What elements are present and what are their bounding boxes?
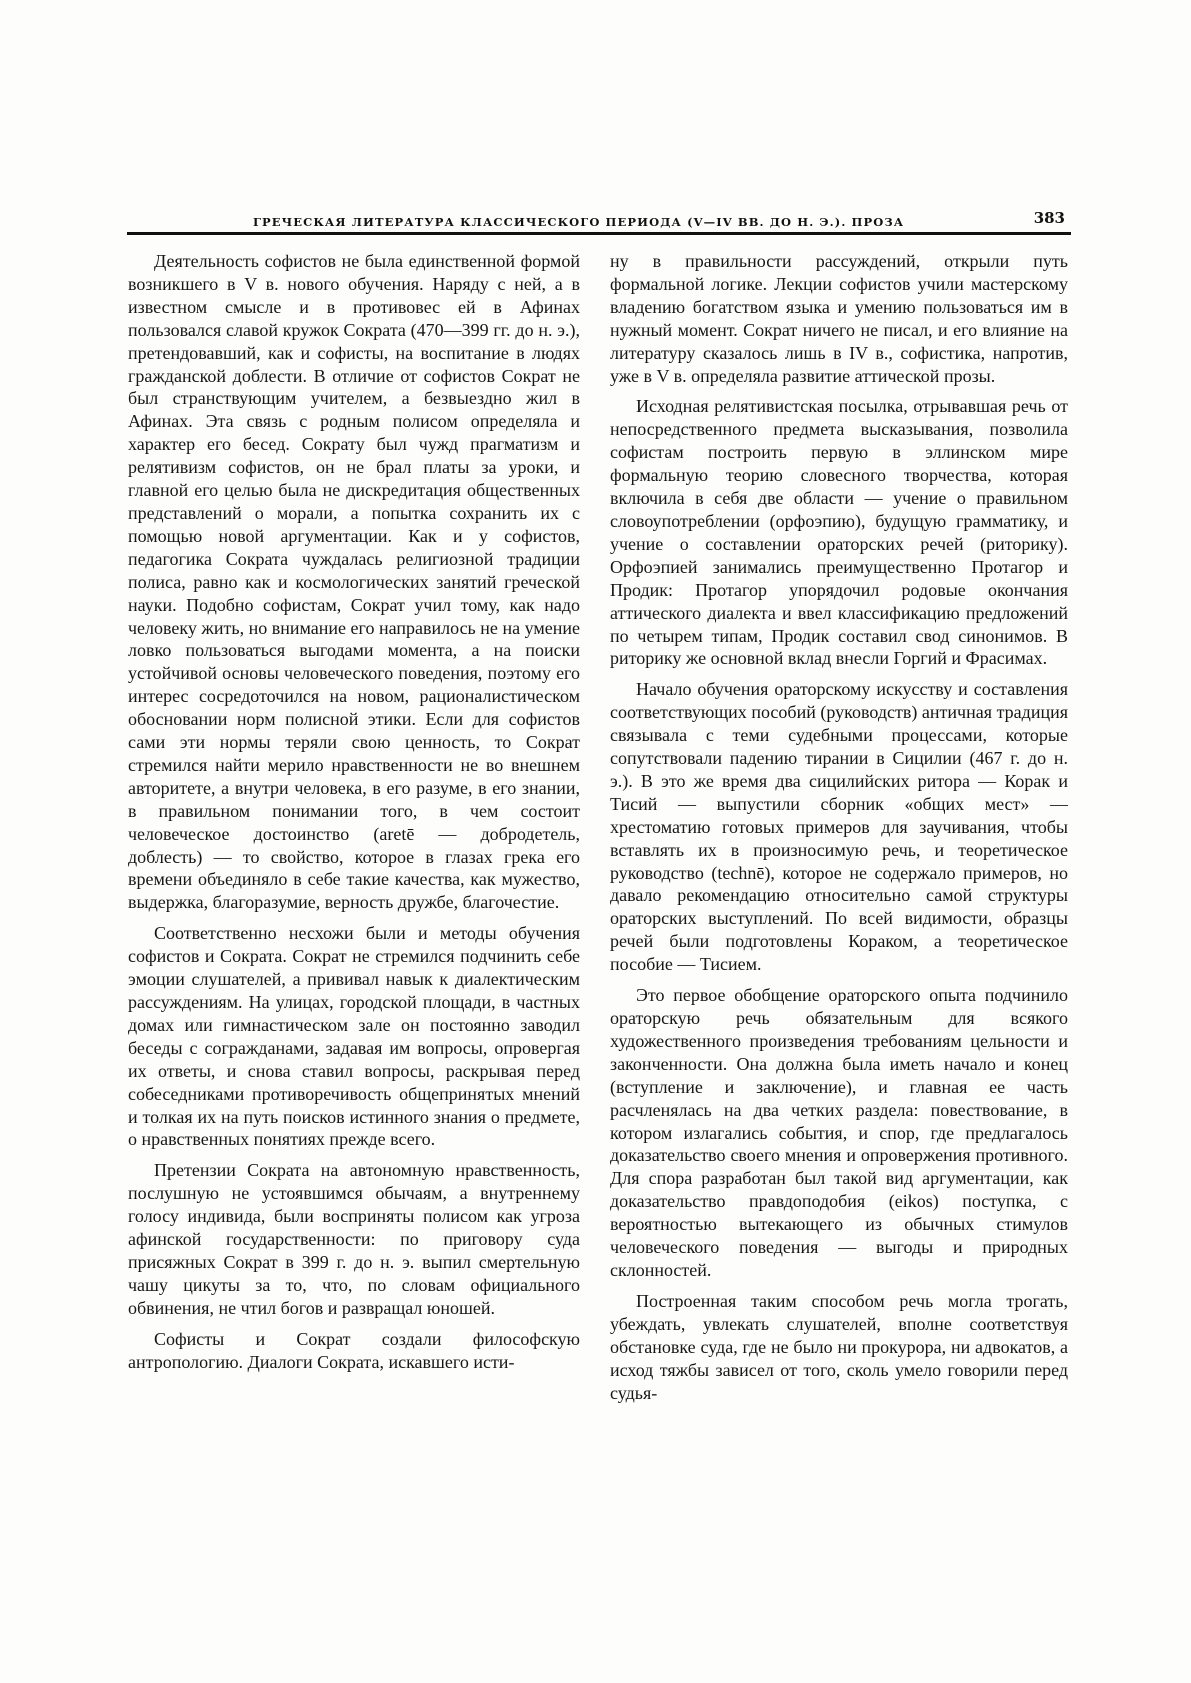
paragraph-continuation: ну в правильности рассуждений, открыли путь формальной логике. Лекции софистов учили мастерскому владению богатством языка и умению пользоваться им в нужный момент. Сократ ничего не писал, и его влияние на литературу сказалось лишь в IV в., софистика, напротив, уже в V в. определяла развитие аттической прозы.	[610, 251, 1068, 386]
page-number: 383	[1033, 209, 1065, 227]
running-title: ГРЕЧЕСКАЯ ЛИТЕРАТУРА КЛАССИЧЕСКОГО ПЕРИОДА (V—IV ВВ. ДО Н. Э.). ПРОЗА	[253, 215, 905, 229]
running-header	[127, 204, 1071, 235]
right-column	[610, 250, 1068, 1404]
left-column	[128, 250, 580, 1374]
paragraph: Претензии Сократа на автономную нравственность, послушную не устоявшимся обычаям, а внутреннему голосу индивида, были восприняты полисом как угроза афинской государственности: по приговору суда присяжных Сократ в 399 г. до н. э. выпил смертельную чашу цикуты за то, что, по словам официального обвинения, не чтил богов и развращал юношей.	[128, 1160, 580, 1318]
paragraph: Софисты и Сократ создали философскую антропологию. Диалоги Сократа, искавшего исти-	[128, 1328, 580, 1372]
paragraph: Это первое обобщение ораторского опыта подчинило ораторскую речь обязательным для всякого художественного произведения требованиям цельности и законченности. Она должна была иметь начало и конец (вступление и заключение), и главная ее часть расчленялась на два четких раздела: повествование, в котором излагались события, и спор, где предлагалось доказательство своего мнения и опровержения противного. Для спора разработан был такой вид аргументации, как доказательство правдоподобия (eikos) поступка, с вероятностью вытекающего из обычных стимулов человеческого поведения — выгоды и природных склонностей.	[610, 985, 1068, 1280]
paragraph: Начало обучения ораторскому искусству и составления соответствующих пособий (руководств) античная традиция связывала с теми судебными процессами, которые сопутствовали падению тирании в Сицилии (467 г. до н. э.). В это же время два сицилийских ритора — Корак и Тисий — выпустили сборник «общих мест» — хрестоматию готовых примеров для заучивания, чтобы вставлять их в произносимую речь, и теоретическое руководство (technē), которое не содержало примеров, но давало рекомендацию относительно самой структуры ораторских выступлений. По всей видимости, образцы речей были подготовлены Кораком, а теоретическое пособие — Тисием.	[610, 679, 1068, 975]
paragraph: Соответственно несхожи были и методы обучения софистов и Сократа. Сократ не стремился подчинить себе эмоции слушателей, а прививал навык к диалектическим рассуждениям. На улицах, городской площади, в частных домах или гимнастическом зале он постоянно заводил беседы с согражданами, задавая им вопросы, опровергая их ответы, и снова ставил вопросы, раскрывая перед собеседниками противоречивость общепринятых мнений и толкая их на путь поисков истинного знания о предмете, о нравственных понятиях прежде всего.	[128, 923, 580, 1150]
paragraph: Исходная релятивистская посылка, отрывавшая речь от непосредственного предмета высказывания, позволила софистам построить первую в эллинском мире формальную теорию словесного творчества, которая включила в себя две области — учение о правильном словоупотреблении (орфоэпию), будущую грамматику, и учение о составлении ораторских речей (риторику). Орфоэпией занимались преимущественно Протагор и Продик: Протагор упорядочил родовые окончания аттического диалекта и ввел классификацию предложений по четырем типам, Продик составил свод синонимов. В риторику же основной вклад внесли Горгий и Фрасимах.	[610, 396, 1068, 669]
paragraph: Деятельность софистов не была единственной формой возникшего в V в. нового обучения. Наряду с ней, а в известном смысле и в противовес ей в Афинах пользовался славой кружок Сократа (470—399 гг. до н. э.), претендовавший, как и софисты, на воспитание в людях гражданской доблести. В отличие от софистов Сократ не был странствующим учителем, а безвыездно жил в Афинах. Эта связь с родным полисом определяла и характер его бесед. Сократу был чужд прагматизм и релятивизм софистов, он не брал платы за уроки, и главной его целью была не дискредитация общественных представлений о морали, а попытка сохранить их с помощью новой аргументации. Как и у софистов, педагогика Сократа чуждалась религиозной традиции полиса, равно как и космологических занятий греческой науки. Подобно софистам, Сократ учил тому, как надо человеку жить, но внимание его направилось не на умение ловко пользоваться выгодами момента, а на поиски устойчивой основы человеческого поведения, поэтому его интерес сосредоточился на новом, рационалистическом обосновании норм полисной этики. Если для софистов сами эти нормы теряли свою ценность, то Сократ стремился найти мерило нравственности не во внешнем авторитете, а внутри человека, в его разуме, в его знании, в правильном понимании того, в чем состоит человеческое достоинство (aretē — добродетель, доблесть) — то свойство, которое в глазах грека его времени объединяло в себе такие качества, как мужество, выдержка, благоразумие, верность дружбе, благочестие.	[128, 251, 580, 913]
paragraph: Построенная таким способом речь могла трогать, убеждать, увлекать слушателей, вполне соответствуя обстановке суда, где не было ни прокурора, ни адвокатов, а исход тяжбы зависел от того, сколь умело говорили перед судья-	[610, 1290, 1068, 1403]
